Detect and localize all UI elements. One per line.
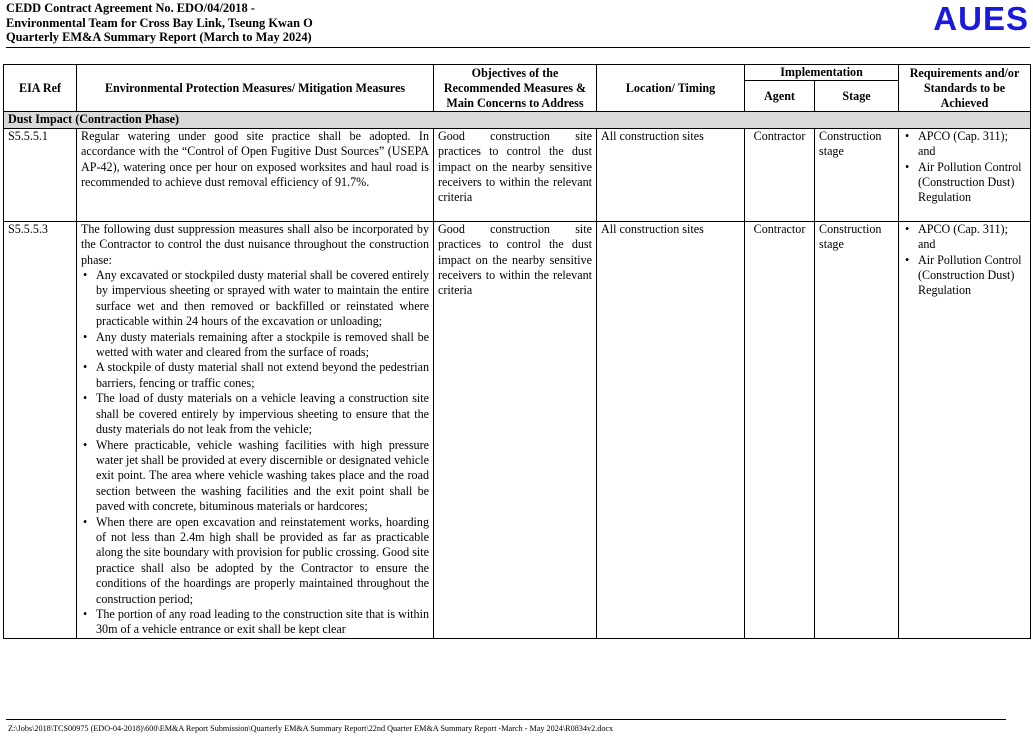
list-item: • Air Pollution Control (Construction Dust) Regulation (903, 253, 1026, 299)
contract-line: CEDD Contract Agreement No. EDO/04/2018 - (6, 1, 255, 15)
header-location: Location/ Timing (597, 65, 745, 112)
header-stage: Stage (815, 81, 899, 112)
eia-ref-cell: S5.5.5.1 (4, 128, 77, 221)
measure-cell: Regular watering under good site practice shall be adopted. In accordance with the “Control of Open Fugitive Dust Sources” (USEPA AP-42), watering once per hour on exposed worksites and haul road is recommended to achieve dust removal efficiency of 91.7%. (77, 128, 434, 221)
list-item: • APCO (Cap. 311); and (903, 222, 1026, 253)
header-implementation: Implementation (745, 65, 899, 81)
list-item: • Any excavated or stockpiled dusty material shall be covered entirely by impervious sheeting or sprayed with water to maintain the entire surface wet and then removed or backfilled or reinstated where practicable within 24 hours of the excavation or unloading; (81, 268, 429, 330)
mitigation-measures-table (3, 64, 1031, 639)
table-row (4, 128, 1031, 221)
standards-cell (899, 221, 1031, 638)
header-requirements: Requirements and/or Standards to be Achieved (899, 65, 1031, 112)
location-cell: All construction sites (597, 128, 745, 221)
list-item: • When there are open excavation and reinstatement works, hoarding of not less than 2.4m high shall be provided as far as practicable along the site boundary with provision for public crossing. Good site practice shall also be adopted by the Contractor to ensure the conditions of the hoardings are properly maintained throughout the construction period; (81, 515, 429, 607)
table-row (4, 221, 1031, 638)
agent-cell: Contractor (745, 221, 815, 638)
aues-logo: AUES (933, 0, 1029, 37)
standards-cell (899, 128, 1031, 221)
footer-file-path: Z:\Jobs\2018\TCS00975 (EDO-04-2018)\600\EM&A Report Submission\Quarterly EM&A Summary Report\22nd Quarter EM&A Summary Report -March - May 2024\R0834v2.docx (8, 724, 614, 733)
footer-divider (6, 719, 1006, 720)
header-eia-ref: EIA Ref (4, 65, 77, 112)
header-title-block (6, 1, 313, 45)
location-cell: All construction sites (597, 221, 745, 638)
eia-ref-cell: S5.5.5.3 (4, 221, 77, 638)
measure-cell (77, 221, 434, 638)
report-title-line: Quarterly EM&A Summary Report (March to May 2024) (6, 30, 312, 45)
list-item: • The load of dusty materials on a vehicle leaving a construction site shall be covered entirely by impervious sheeting to ensure that the dusty materials do not leak from the vehicle; (81, 391, 429, 437)
list-item: • Any dusty materials remaining after a stockpile is removed shall be wetted with water and cleared from the surface of roads; (81, 330, 429, 361)
measure-intro: The following dust suppression measures shall also be incorporated by the Contractor to control the dust nuisance throughout the construction phase: (81, 221, 429, 267)
section-dust-impact: Dust Impact (Contraction Phase) (4, 112, 1031, 128)
objective-cell: Good construction site practices to control the dust impact on the nearby sensitive receivers to within the relevant criteria (434, 221, 597, 638)
list-item: • A stockpile of dusty material shall not extend beyond the pedestrian barriers, fencing or traffic cones; (81, 360, 429, 391)
header-measures: Environmental Protection Measures/ Mitigation Measures (77, 65, 434, 112)
team-line: Environmental Team for Cross Bay Link, Tseung Kwan O (6, 15, 313, 30)
header-agent: Agent (745, 81, 815, 112)
list-item: • Where practicable, vehicle washing facilities with high pressure water jet shall be provided at every discernible or designated vehicle exit point. The area where vehicle washing takes place and the road section between the washing facilities and the exit point shall be paved with concrete, bituminous materials or hardcores; (81, 438, 429, 515)
list-item: • Air Pollution Control (Construction Dust) Regulation (903, 160, 1026, 206)
objective-cell: Good construction site practices to control the dust impact on the nearby sensitive receivers to within the relevant criteria (434, 128, 597, 221)
header-divider (6, 47, 1030, 48)
list-item: • The portion of any road leading to the construction site that is within 30m of a vehicle entrance or exit shall be kept clear (81, 607, 429, 638)
list-item: • APCO (Cap. 311); and (903, 129, 1026, 160)
stage-cell: Construction stage (815, 128, 899, 221)
agent-cell: Contractor (745, 128, 815, 221)
header-objectives: Objectives of the Recommended Measures & Main Concerns to Address (434, 65, 597, 112)
stage-cell: Construction stage (815, 221, 899, 638)
